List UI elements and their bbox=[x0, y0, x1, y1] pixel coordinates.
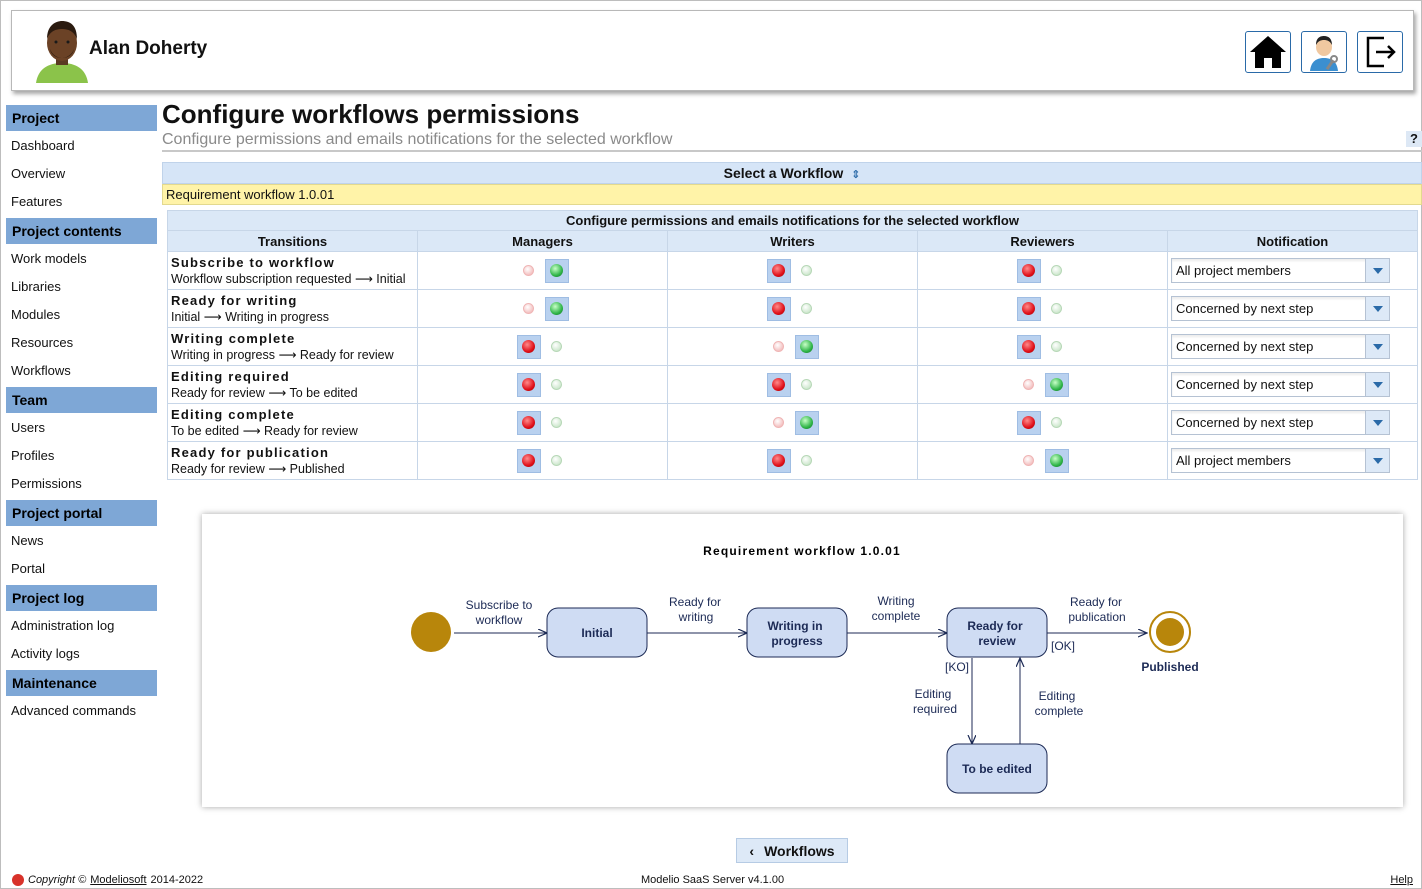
state-to-be-edited bbox=[947, 744, 1047, 793]
sidebar-section-team: Team bbox=[6, 387, 157, 413]
logout-icon bbox=[1362, 34, 1398, 70]
sidebar-section-project: Project bbox=[6, 105, 157, 131]
arrow-right-icon: ⟶ bbox=[264, 385, 290, 400]
managers-deny-toggle[interactable] bbox=[517, 373, 541, 397]
svg-text:Initial: Initial bbox=[581, 626, 613, 640]
reviewers-deny-toggle[interactable] bbox=[1017, 335, 1041, 359]
notification-cell bbox=[1168, 252, 1418, 290]
reviewers-permission-cell bbox=[918, 328, 1168, 366]
notification-cell bbox=[1168, 366, 1418, 404]
writers-deny-toggle[interactable] bbox=[767, 335, 791, 359]
green-light-icon bbox=[801, 303, 812, 314]
reviewers-deny-toggle[interactable] bbox=[1017, 449, 1041, 473]
notification-select[interactable]: Concerned by next step bbox=[1171, 410, 1390, 435]
notification-select[interactable]: Concerned by next step bbox=[1171, 372, 1390, 397]
managers-permission-cell bbox=[418, 328, 668, 366]
reviewers-deny-toggle[interactable] bbox=[1017, 373, 1041, 397]
managers-allow-toggle[interactable] bbox=[545, 373, 569, 397]
red-light-icon bbox=[522, 340, 535, 353]
green-light-icon bbox=[551, 417, 562, 428]
dropdown-arrow-icon bbox=[1365, 411, 1389, 434]
diagram-title: Requirement workflow 1.0.01 bbox=[703, 544, 901, 558]
user-settings-icon bbox=[1305, 33, 1343, 71]
green-light-icon bbox=[550, 302, 563, 315]
table-row bbox=[168, 366, 1418, 404]
help-link[interactable]: Help bbox=[1390, 874, 1413, 886]
managers-deny-toggle[interactable] bbox=[517, 259, 541, 283]
svg-text:Writing in: Writing in bbox=[767, 619, 823, 633]
label-ready-writing-1: Ready for bbox=[668, 595, 722, 609]
sidebar-section-project-contents: Project contents bbox=[6, 218, 157, 244]
table-row bbox=[168, 252, 1418, 290]
label-ready-writing-2: writing bbox=[678, 610, 714, 624]
managers-allow-toggle[interactable] bbox=[545, 335, 569, 359]
writers-deny-toggle[interactable] bbox=[767, 297, 791, 321]
sidebar-nav bbox=[6, 105, 157, 725]
red-light-icon bbox=[522, 378, 535, 391]
reviewers-allow-toggle[interactable] bbox=[1045, 335, 1069, 359]
managers-permission-cell bbox=[418, 404, 668, 442]
managers-permission-cell bbox=[418, 290, 668, 328]
sidebar-item-workflows[interactable]: Workflows bbox=[11, 363, 71, 378]
sidebar-item-work-models[interactable]: Work models bbox=[11, 251, 87, 266]
state-initial bbox=[547, 608, 647, 657]
column-header-reviewers: Reviewers bbox=[918, 231, 1168, 252]
green-light-icon bbox=[551, 379, 562, 390]
sidebar-item-resources[interactable]: Resources bbox=[11, 335, 74, 350]
green-light-icon bbox=[1051, 341, 1062, 352]
red-light-icon bbox=[772, 264, 785, 277]
column-header-managers: Managers bbox=[418, 231, 668, 252]
green-light-icon bbox=[801, 379, 812, 390]
label-subscribe-2: workflow bbox=[475, 613, 523, 627]
reviewers-deny-toggle[interactable] bbox=[1017, 411, 1041, 435]
writers-deny-toggle[interactable] bbox=[767, 259, 791, 283]
table-caption: Configure permissions and emails notifications for the selected workflow bbox=[168, 211, 1418, 231]
workflow-selected-item[interactable]: Requirement workflow 1.0.01 bbox=[162, 184, 1422, 205]
red-light-icon bbox=[772, 302, 785, 315]
arrow-right-icon: ⟶ bbox=[200, 309, 226, 324]
sidebar-item-administration-log[interactable]: Administration log bbox=[11, 618, 115, 633]
dropdown-arrow-icon bbox=[1365, 335, 1389, 358]
arrow-right-icon: ⟶ bbox=[351, 271, 377, 286]
managers-deny-toggle[interactable] bbox=[517, 297, 541, 321]
green-light-icon bbox=[801, 265, 812, 276]
sidebar-item-news[interactable]: News bbox=[11, 533, 44, 548]
sidebar-item-modules[interactable]: Modules bbox=[11, 307, 61, 322]
sidebar-item-permissions[interactable]: Permissions bbox=[11, 476, 82, 491]
home-icon bbox=[1249, 34, 1287, 70]
sort-arrows-icon: ⇕ bbox=[851, 169, 861, 181]
writers-deny-toggle[interactable] bbox=[767, 373, 791, 397]
writers-allow-toggle[interactable] bbox=[795, 297, 819, 321]
notification-select[interactable]: All project members bbox=[1171, 258, 1390, 283]
reviewers-deny-toggle[interactable] bbox=[1017, 259, 1041, 283]
table-row bbox=[168, 442, 1418, 480]
red-light-icon bbox=[772, 454, 785, 467]
table-row bbox=[168, 404, 1418, 442]
green-light-icon bbox=[550, 264, 563, 277]
red-light-icon bbox=[773, 417, 784, 428]
writers-allow-toggle[interactable] bbox=[795, 373, 819, 397]
label-ready-publication-2: publication bbox=[1068, 610, 1126, 624]
label-writing-complete-2: complete bbox=[871, 609, 921, 623]
arrow-right-icon: ⟶ bbox=[264, 461, 290, 476]
arrow-right-icon: ⟶ bbox=[274, 347, 300, 362]
reviewers-allow-toggle[interactable] bbox=[1045, 449, 1069, 473]
logout-button[interactable] bbox=[1357, 31, 1403, 73]
green-light-icon bbox=[1051, 303, 1062, 314]
writers-allow-toggle[interactable] bbox=[795, 411, 819, 435]
home-button[interactable] bbox=[1245, 31, 1291, 73]
user-avatar bbox=[32, 17, 92, 83]
sidebar-section-maintenance: Maintenance bbox=[6, 670, 157, 696]
title-divider bbox=[162, 150, 1422, 152]
red-light-icon bbox=[1022, 340, 1035, 353]
svg-text:To be edited: To be edited bbox=[962, 762, 1032, 776]
transition-name: Writing complete bbox=[171, 330, 296, 346]
notification-select[interactable]: All project members bbox=[1171, 448, 1390, 473]
workflow-select-label: Select a Workflow bbox=[723, 165, 844, 181]
label-writing-complete-1: Writing bbox=[877, 594, 915, 608]
modeliosoft-link[interactable]: Modeliosoft bbox=[90, 874, 147, 886]
server-version: Modelio SaaS Server v4.1.00 bbox=[641, 874, 785, 886]
green-light-icon bbox=[1050, 378, 1063, 391]
notification-select[interactable]: Concerned by next step bbox=[1171, 296, 1390, 321]
red-light-icon bbox=[523, 303, 534, 314]
transition-cell bbox=[168, 328, 418, 366]
sidebar-item-libraries[interactable]: Libraries bbox=[11, 279, 61, 294]
red-light-icon bbox=[522, 416, 535, 429]
dropdown-arrow-icon bbox=[1365, 297, 1389, 320]
transition-path: Ready for review ⟶ Published bbox=[171, 461, 345, 476]
label-editing-complete-1: Editing bbox=[1038, 689, 1076, 703]
reviewers-allow-toggle[interactable] bbox=[1045, 259, 1069, 283]
managers-deny-toggle[interactable] bbox=[517, 411, 541, 435]
label-ready-publication-1: Ready for bbox=[1069, 595, 1123, 609]
sidebar-item-portal[interactable]: Portal bbox=[11, 561, 45, 576]
modelio-logo-icon bbox=[12, 874, 24, 886]
transition-name: Ready for publication bbox=[171, 444, 330, 460]
managers-permission-cell bbox=[418, 442, 668, 480]
managers-allow-toggle[interactable] bbox=[545, 259, 569, 283]
writers-permission-cell bbox=[668, 366, 918, 404]
managers-permission-cell bbox=[418, 366, 668, 404]
user-settings-button[interactable] bbox=[1301, 31, 1347, 73]
managers-permission-cell bbox=[418, 252, 668, 290]
label-editing-required-2: required bbox=[912, 702, 958, 716]
sidebar-item-dashboard[interactable]: Dashboard bbox=[11, 138, 75, 153]
managers-deny-toggle[interactable] bbox=[517, 335, 541, 359]
sidebar-item-profiles[interactable]: Profiles bbox=[11, 448, 55, 463]
svg-text:Published: Published bbox=[1141, 660, 1199, 674]
sidebar-item-overview[interactable]: Overview bbox=[11, 166, 66, 181]
dropdown-arrow-icon bbox=[1365, 259, 1389, 282]
red-light-icon bbox=[1022, 416, 1035, 429]
state-ready-for-review bbox=[947, 608, 1047, 657]
column-header-writers: Writers bbox=[668, 231, 918, 252]
arrow-right-icon: ⟶ bbox=[239, 423, 264, 438]
user-header bbox=[11, 10, 1414, 91]
writers-deny-toggle[interactable] bbox=[767, 411, 791, 435]
reviewers-allow-toggle[interactable] bbox=[1045, 373, 1069, 397]
svg-text:review: review bbox=[978, 634, 1016, 648]
green-light-icon bbox=[551, 341, 562, 352]
writers-permission-cell bbox=[668, 290, 918, 328]
green-light-icon bbox=[1051, 417, 1062, 428]
red-light-icon bbox=[1023, 379, 1034, 390]
writers-permission-cell bbox=[668, 328, 918, 366]
user-name: Alan Doherty bbox=[89, 38, 208, 59]
footer bbox=[1, 873, 1421, 888]
dropdown-arrow-icon bbox=[1365, 373, 1389, 396]
sidebar-item-activity-logs[interactable]: Activity logs bbox=[11, 646, 80, 661]
transition-cell bbox=[168, 366, 418, 404]
notification-cell bbox=[1168, 404, 1418, 442]
sidebar-item-features[interactable]: Features bbox=[11, 194, 63, 209]
table-row bbox=[168, 290, 1418, 328]
red-light-icon bbox=[523, 265, 534, 276]
red-light-icon bbox=[1022, 264, 1035, 277]
workflow-select-header[interactable] bbox=[162, 162, 1422, 184]
state-published bbox=[1141, 612, 1198, 674]
writers-allow-toggle[interactable] bbox=[795, 335, 819, 359]
start-node bbox=[411, 612, 451, 652]
reviewers-deny-toggle[interactable] bbox=[1017, 297, 1041, 321]
green-light-icon bbox=[800, 416, 813, 429]
managers-allow-toggle[interactable] bbox=[545, 411, 569, 435]
transition-cell bbox=[168, 442, 418, 480]
transition-cell bbox=[168, 404, 418, 442]
red-light-icon bbox=[1022, 302, 1035, 315]
reviewers-permission-cell bbox=[918, 290, 1168, 328]
red-light-icon bbox=[773, 341, 784, 352]
sidebar-section-project-portal: Project portal bbox=[6, 500, 157, 526]
label-editing-complete-2: complete bbox=[1034, 704, 1084, 718]
reviewers-allow-toggle[interactable] bbox=[1045, 297, 1069, 321]
sidebar-item-users[interactable]: Users bbox=[11, 420, 45, 435]
svg-text:progress: progress bbox=[771, 634, 823, 648]
transition-path: Initial ⟶ Writing in progress bbox=[171, 309, 330, 324]
column-header-notification: Notification bbox=[1168, 231, 1418, 252]
writers-permission-cell bbox=[668, 404, 918, 442]
managers-allow-toggle[interactable] bbox=[545, 297, 569, 321]
sidebar-section-project-log: Project log bbox=[6, 585, 157, 611]
notification-cell bbox=[1168, 290, 1418, 328]
green-light-icon bbox=[801, 455, 812, 466]
writers-allow-toggle[interactable] bbox=[795, 449, 819, 473]
transition-path: Workflow subscription requested ⟶ Initial bbox=[171, 271, 406, 286]
reviewers-permission-cell bbox=[918, 404, 1168, 442]
reviewers-permission-cell bbox=[918, 442, 1168, 480]
red-light-icon bbox=[522, 454, 535, 467]
green-light-icon bbox=[1050, 454, 1063, 467]
column-header-transitions: Transitions bbox=[168, 231, 418, 252]
label-editing-required-1: Editing bbox=[914, 687, 952, 701]
notification-cell bbox=[1168, 328, 1418, 366]
label-ok: [OK] bbox=[1050, 639, 1076, 653]
green-light-icon bbox=[1051, 265, 1062, 276]
transition-path: To be edited ⟶ Ready for review bbox=[171, 423, 358, 438]
writers-permission-cell bbox=[668, 442, 918, 480]
green-light-icon bbox=[551, 455, 562, 466]
svg-text:Ready for: Ready for bbox=[967, 619, 1023, 633]
transition-name: Subscribe to workflow bbox=[171, 254, 335, 270]
green-light-icon bbox=[800, 340, 813, 353]
red-light-icon bbox=[772, 378, 785, 391]
notification-select[interactable]: Concerned by next step bbox=[1171, 334, 1390, 359]
reviewers-permission-cell bbox=[918, 252, 1168, 290]
label-ko: [KO] bbox=[944, 660, 970, 674]
workflow-diagram bbox=[202, 514, 1403, 807]
help-button[interactable]: ? bbox=[1406, 131, 1422, 147]
permissions-table bbox=[167, 210, 1418, 480]
managers-deny-toggle[interactable] bbox=[517, 449, 541, 473]
managers-allow-toggle[interactable] bbox=[545, 449, 569, 473]
writers-deny-toggle[interactable] bbox=[767, 449, 791, 473]
transition-name: Editing required bbox=[171, 368, 290, 384]
reviewers-permission-cell bbox=[918, 366, 1168, 404]
transition-name: Ready for writing bbox=[171, 292, 298, 308]
transition-name: Editing complete bbox=[171, 406, 295, 422]
transition-cell bbox=[168, 290, 418, 328]
dropdown-arrow-icon bbox=[1365, 449, 1389, 472]
reviewers-allow-toggle[interactable] bbox=[1045, 411, 1069, 435]
state-writing-in-progress bbox=[747, 608, 847, 657]
sidebar-item-advanced-commands[interactable]: Advanced commands bbox=[11, 703, 137, 718]
table-row bbox=[168, 328, 1418, 366]
transition-path: Ready for review ⟶ To be edited bbox=[171, 385, 358, 400]
writers-allow-toggle[interactable] bbox=[795, 259, 819, 283]
writers-permission-cell bbox=[668, 252, 918, 290]
page-title: Configure workflows permissions bbox=[162, 99, 580, 129]
copyright: Copyright © Modeliosoft 2014-2022 bbox=[12, 874, 203, 886]
transition-path: Writing in progress ⟶ Ready for review bbox=[171, 347, 394, 362]
workflows-back-label: Workflows bbox=[764, 842, 835, 859]
workflows-back-button[interactable] bbox=[736, 838, 848, 863]
red-light-icon bbox=[1023, 455, 1034, 466]
transition-cell bbox=[168, 252, 418, 290]
chevron-left-icon: ‹ bbox=[749, 842, 755, 859]
notification-cell bbox=[1168, 442, 1418, 480]
page-subtitle: Configure permissions and emails notifications for the selected workflow bbox=[162, 131, 673, 148]
label-subscribe-1: Subscribe to bbox=[465, 598, 533, 612]
